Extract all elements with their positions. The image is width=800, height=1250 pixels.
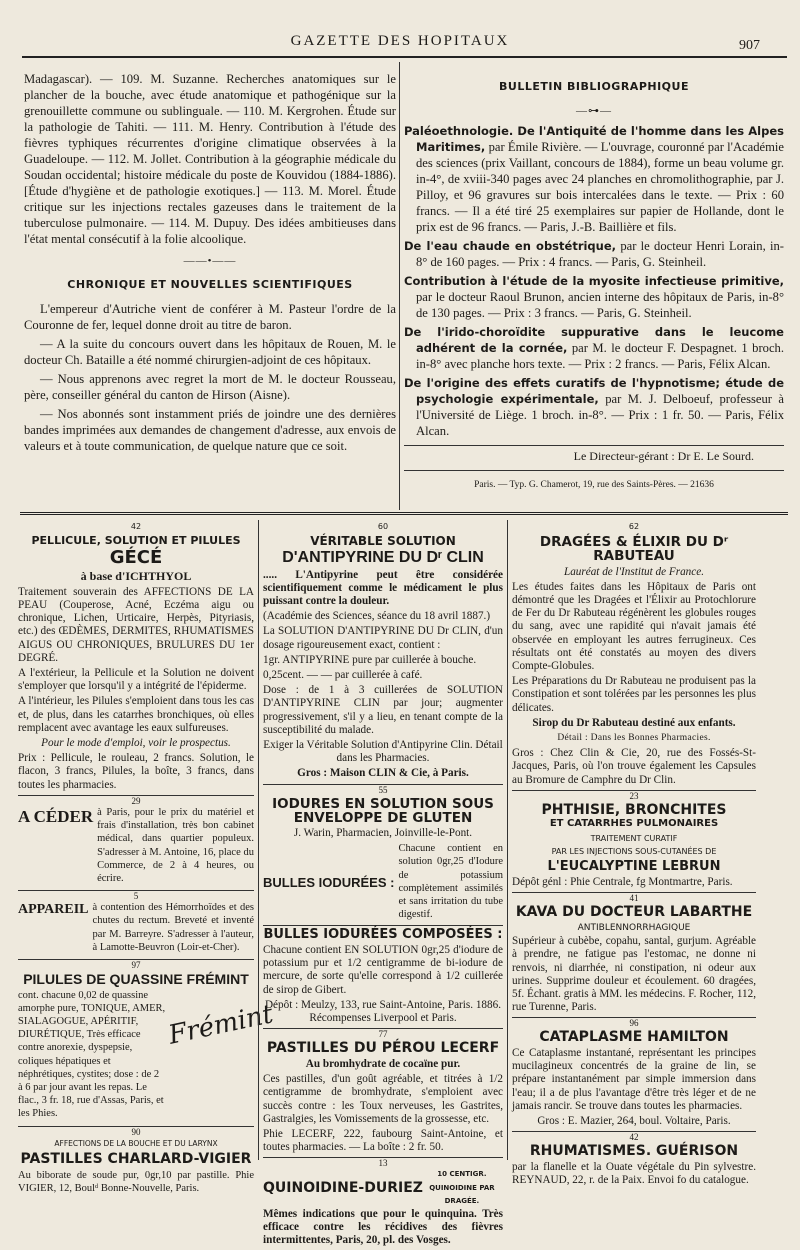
ad-number: 5 — [18, 890, 254, 901]
iodures-heading: IODURES EN SOLUTION SOUS ENVELOPPE DE GLUTEN — [272, 795, 494, 826]
appareil-text: à contention des Hémorrhoïdes et des chutes du rectum. Breveté et inventé par M. Barreyre. S'adresser à l'auteur, à Lamotte-Beuvron (Loir-et-Cher). — [92, 902, 254, 953]
news-paragraph: L'empereur d'Autriche vient de conférer à M. Pasteur l'ordre de la Couronne de fer, lequel donne droit au titre de baron. — [24, 302, 396, 332]
charlard-text: Au biborate de soude pur, 0gr,10 par pastille. Phie VIGIER, 12, Boulᵈ Bonne-Nouvelle, Paris. — [18, 1169, 254, 1194]
clin-text: Dose : de 1 à 3 cuillerées de SOLUTION D'ANTIPYRINE CLIN par jour; augmenter progressivement, s'il y a lieu, en tenant compte de la susceptibilité du malade. — [263, 684, 503, 736]
bib-entry — [404, 273, 784, 321]
ads-divider — [258, 520, 259, 1160]
bulles-text: Chacune contient en solution 0gr,25 d'Iodure de potassium complètement assimilés et sans irritation du tube digestif. — [398, 843, 503, 921]
bulletin-heading: BULLETIN BIBLIOGRAPHIQUE — [499, 80, 689, 93]
clin-heading: VÉRITABLE SOLUTION — [310, 534, 456, 549]
gece-name: GÉCÉ — [109, 546, 163, 568]
ceder-ad — [18, 806, 254, 887]
ceder-heading: A CÉDER — [18, 806, 94, 826]
lecerf-address: Phie LECERF, 222, faubourg Saint-Antoine, et toutes pharmacies. — La boîte : 2 fr. 50. — [263, 1127, 503, 1154]
kava-heading: KAVA DU DOCTEUR LABARTHE — [515, 904, 753, 921]
eucalyptine-heading: L'EUCALYPTINE LEBRUN — [547, 859, 721, 875]
newspaper-title: GAZETTE DES HOPITAUX — [290, 33, 510, 49]
cataplasme-wholesale: Gros : E. Mazier, 264, boul. Voltaire, Paris. — [537, 1115, 731, 1128]
news-paragraph: — Nous apprenons avec regret la mort de M. le docteur Rousseau, père, conseiller général du canton de Hirson (Aisne). — [24, 372, 396, 402]
clin-title: D'ANTIPYRINE DU Dʳ CLIN — [282, 548, 484, 566]
rhumatismes-text: par la flanelle et la Ouate végétale du Pin sylvestre. REYNAUD, 22, r. de la Paix. Envoi fo du catalogue. — [512, 1160, 756, 1187]
news-paragraph: — Nos abonnés sont instamment priés de joindre une des dernières bandes imprimées aux demandes de changement d'adresse, aux envois de valeurs et à toute communication, de quelque nature que ce soit. — [24, 407, 396, 453]
printer-line: Paris. — Typ. G. Chamerot, 19, rue des Saints-Pères. — 21636 — [474, 480, 714, 490]
fremint-signature — [165, 989, 276, 1123]
gece-price: Prix : Pellicule, le rouleau, 2 francs. Solution, le flacon, 3 francs, Pilules, la boîte, 3 francs, dans toutes les pharmacies. — [18, 752, 254, 791]
bib-entry — [404, 238, 784, 270]
bib-body: par le docteur Henri Lorain, in-8° de 160 pages. — Prix : 4 francs. — Paris, G. Steinheil. — [416, 239, 785, 269]
rabuteau-wholesale: Gros : Chez Clin & Cie, 20, rue des Fossés-St-Jacques, Paris, où l'on trouve également les Capsules au Bromure de Camphre du Dr Clin. — [512, 747, 756, 786]
gece-text: Pour le mode d'emploi, voir le prospectus. — [41, 737, 231, 750]
charlard-subheading: AFFECTIONS DE LA BOUCHE ET DU LARYNX — [54, 1138, 218, 1148]
bib-title: Contribution à l'étude de la myosite infectieuse primitive, — [404, 274, 784, 288]
ads-column-3 — [512, 520, 756, 1189]
ad-number: 62 — [628, 522, 640, 531]
signature-image: Frémint — [165, 998, 276, 1051]
ads-divider — [507, 520, 508, 1160]
ceder-text: à Paris, pour le prix du matériel et frais d'installation, très bon cabinet médical, dans quartier populeux. S'adresser à M. Antoine, 16, place du Commerce, de 2 à 4 heures, ou écrire. — [97, 806, 254, 884]
ad-number: 42 — [512, 1131, 756, 1142]
page-number: 907 — [739, 38, 760, 53]
ad-number: 29 — [18, 795, 254, 806]
signature-rule — [404, 445, 784, 446]
ad-number: 97 — [18, 959, 254, 970]
bib-entry — [404, 324, 784, 372]
ad-number: 96 — [512, 1017, 756, 1028]
left-column — [24, 71, 396, 457]
bulles-heading: BULLES IODURÉES : — [263, 874, 395, 890]
ad-number: 60 — [377, 522, 389, 531]
clin-wholesale: Gros : Maison CLIN & Cie, à Paris. — [297, 767, 469, 780]
bulles-composees-text: Chacune contient EN SOLUTION 0gr,25 d'iodure de potassium pur et 1/2 centigramme de bi-iodure de mercure, de sorte qu'elle correspond à 1/2 cuillerée de sirop de Gibert. — [263, 944, 503, 996]
ad-number: 55 — [263, 784, 503, 795]
signature-rule — [404, 470, 784, 471]
rabuteau-subheading: Lauréat de l'Institut de France. — [563, 565, 705, 578]
bib-body: par Émile Rivière. — L'ouvrage, couronné par l'Académie des sciences (prix Vaillant, concours de 1884), forme un beau volume gr. in-4°, de xviii-340 pages avec 24 planches en chromolithographie, par J. Pilloy, et 96 gravures sur bois intercalées dans le texte. — Prix : 60 francs. — Il a été tiré 25 exemplaires sur papier de Hollande, dont le prix est de 96 francs. — Paris, J.-B. Baillière et fils. — [416, 140, 784, 234]
bib-entry — [404, 375, 784, 439]
header-rule — [22, 56, 787, 58]
ad-number: 41 — [512, 892, 756, 903]
bulles-composees-heading: BULLES IODURÉES COMPOSÉES : — [263, 927, 503, 943]
rabuteau-text: Les Préparations du Dr Rabuteau ne produisent pas la Constipation et sont tolérées par les personnes les plus délicates. — [512, 675, 756, 714]
phthisie-line: PAR LES INJECTIONS SOUS-CUTANÉES DE — [551, 847, 717, 857]
quinoidine-dose: 10 CENTIGR. QUINOIDINE PAR DRAGÉE. — [429, 1170, 495, 1205]
gece-text: A l'intérieur, les Pilules s'emploient dans tous les cas et, de plus, dans les catarrhes bronchiques, où elles remplacent avec avantage les eaux sulfureuses. — [18, 695, 254, 734]
gece-base: à base d'ICHTHYOL — [80, 568, 192, 583]
quinoidine-text: Mêmes indications que pour le quinquina. Très efficace contre les récidives des fièvres intermittentes, Paris, 20, pl. des Vosges. — [263, 1207, 503, 1247]
bib-entry — [404, 123, 784, 235]
thesis-list: Madagascar). — 109. M. Suzanne. Recherches anatomiques sur le plancher de la bouche, avec étude anatomique et pathogénique sur la grenouillette commune ou sublinguale. — 110. M. Kergrohen. Étude sur la pathologie de Tahiti. — 111. M. Henry. Contribution à l'étude des fièvres typhiques récurrentes d'origine climatique observées à la Guadeloupe. — 112. M. Jollet. Contribution à la géographie médicale du Soudan occidental; histoire médicale du poste de Kouvidou (1884-1886). [Étude d'hygiène et de pathologie exotiques.] — 113. M. Morel. Étude critique sur les injections rectales gazeuses dans le traitement de la tuberculose pulmonaire. — 114. M. Dupuy. Des idées ambitieuses dans l'état mental consécutif à la folie alcoolique. — [24, 72, 396, 246]
clin-text: 1gr. ANTIPYRINE pure par cuillerée à bouche. — [263, 653, 477, 666]
clin-text: Exiger la Véritable Solution d'Antipyrine Clin. Détail dans les Pharmacies. — [263, 739, 503, 765]
ornament-divider: ——•—— — [183, 255, 237, 267]
bib-title: Paléoethnologie. De l'Antiquité de l'homme dans les Alpes Maritimes, — [404, 124, 784, 154]
gece-heading: PELLICULE, SOLUTION ET PILULES — [31, 534, 241, 548]
bib-title: De l'origine des effets curatifs de l'hypnotisme; étude de psychologie expérimentale, — [404, 376, 784, 406]
clin-text: 0,25cent. — — par cuillerée à café. — [263, 669, 423, 682]
ad-number: 13 — [263, 1157, 503, 1168]
rabuteau-detail: Détail : Dans les Bonnes Pharmacies. — [557, 732, 711, 743]
bulles-depot: Dépôt : Meulzy, 133, rue Saint-Antoine, Paris. 1886. Récompenses Liverpool et Paris. — [264, 998, 502, 1025]
column-divider — [399, 62, 400, 510]
right-column — [404, 71, 784, 493]
quinoidine-ad — [263, 1168, 503, 1208]
fremint-ad — [18, 989, 276, 1123]
gece-text: A l'extérieur, la Pellicule et la Solution ne doivent s'employer que lorsqu'il y a intégrité de l'épiderme. — [18, 667, 254, 693]
director-signature: Le Directeur-gérant : Dr E. Le Sourd. — [573, 449, 754, 463]
fremint-heading: PILULES DE QUASSINE FRÉMINT — [23, 970, 249, 987]
gece-text: Traitement souverain des AFFECTIONS DE LA PEAU (Couperose, Acné, Eczéma aigu ou chronique, Lichen, Urticaire, Herpès, Pityriasis, etc.) des ŒDÈMES, DERMITES, RHUMATISMES AIGUS OU CHRONIQUES, BRULURES DU 1er DEGRÉ. — [18, 585, 254, 664]
appareil-heading: APPAREIL — [18, 902, 89, 918]
fremint-text: cont. chacune 0,02 de quassine amorphe pure, TONIQUE, AMER, SIALAGOGUE, APÉRITIF, DIURÉTIQUE, Très efficace contre anorexie, dyspepsie, coliques hépatiques et néphrétiques, cystites; dose : de 2 à 6 par jour avant les repas. Le flac., 3 fr. 18, rue d'Assas, Paris, et les Phies. — [18, 989, 166, 1120]
kava-subheading: ANTIBLENNORRHAGIQUE — [577, 922, 691, 933]
bulles-ad — [263, 842, 503, 923]
ad-number: 90 — [18, 1126, 254, 1137]
bib-body: par le docteur Raoul Brunon, ancien interne des hôpitaux de Paris, in-8° de 130 pages. — Prix : 3 francs. — Paris, G. Steinheil. — [416, 290, 784, 320]
lecerf-text: Ces pastilles, d'un goût agréable, et titrées à 1/2 centigramme de bromhydrate, s'emploient avec succès contre : les Toux nerveuses, les Gastrites, Gastralgies, les Vomissements de la grossesse, etc. — [263, 1073, 503, 1125]
phthisie-depot: Dépôt génl : Phie Centrale, fg Montmartre, Paris. — [512, 876, 733, 889]
ad-number: 77 — [263, 1028, 503, 1039]
appareil-ad — [18, 901, 254, 956]
clin-text: La SOLUTION D'ANTIPYRINE DU Dr CLIN, d'un dosage rigoureusement exact, contient : — [263, 625, 503, 651]
rabuteau-text: Les études faites dans les Hôpitaux de Paris ont démontré que les Dragées et l'Élixir au Protochlorure de Fer du Dr Rabuteau régénèrent les globules rouges du sang, avec une rapidité qui n'avait jamais été observée en employant les autres ferrugineux. Ces résultats ont été constatés au moyen des divers Compte-Globules. — [512, 580, 756, 672]
phthisie-heading: PHTHISIE, BRONCHITES — [541, 801, 727, 818]
phthisie-line: TRAITEMENT CURATIF — [590, 833, 678, 843]
rabuteau-sirop: Sirop du Dr Rabuteau destiné aux enfants. — [532, 716, 736, 729]
lecerf-subheading: Au bromhydrate de cocaïne pur. — [305, 1057, 461, 1070]
charlard-heading: PASTILLES CHARLARD-VIGIER — [20, 1150, 252, 1167]
kava-text: Supérieur à cubèbe, copahu, santal, gurjum. Agréable à prendre, ne fatigue pas l'estomac, ne donne ni renvois, ni diarrhée, ni constipation, ni odeur aux urines. Supprime douleur et écoulement. 60 dragées, 5f. Échant. gratis à MM. les médecins. F. Rocher, 112, rue Turenne, Paris. — [512, 935, 756, 1014]
quinoidine-heading: QUINOIDINE-DURIEZ — [263, 1179, 423, 1196]
phthisie-subheading: ET CATARRHES PULMONAIRES — [549, 818, 719, 830]
chronique-heading: CHRONIQUE ET NOUVELLES SCIENTIFIQUES — [67, 278, 353, 291]
ads-column-1 — [18, 520, 276, 1197]
rhumatismes-heading: RHUMATISMES. GUÉRISON — [529, 1143, 739, 1160]
news-paragraph: — A la suite du concours ouvert dans les hôpitaux de Rouen, M. le docteur Ch. Bataille a été nommé chirurgien-adjoint de ces hôpitaux. — [24, 337, 396, 367]
advertisements-rule — [20, 512, 788, 515]
cataplasme-heading: CATAPLASME HAMILTON — [539, 1029, 729, 1046]
bib-title: De l'eau chaude en obstétrique, — [404, 239, 617, 253]
rabuteau-heading: DRAGÉES & ÉLIXIR DU Dʳ RABUTEAU — [539, 534, 729, 565]
ad-number: 23 — [512, 790, 756, 801]
ornament-divider: —⊶— — [576, 105, 612, 117]
ads-column-2 — [263, 520, 503, 1250]
cataplasme-text: Ce Cataplasme instantané, représentant les principes mucilagineux concentrés de la graine de lin, se prépare instantanément par simple immersion dans l'eau; il a de plus l'avantage d'être très léger et de ne jamais rancir. Se trouve dans toutes les pharmacies. — [512, 1047, 756, 1112]
lecerf-heading: PASTILLES DU PÉROU LECERF — [266, 1040, 500, 1057]
iodures-pharmacist: J. Warin, Pharmacien, Joinville-le-Pont. — [293, 826, 473, 839]
bib-title: De l'irido-choroïdite suppurative dans le leucome adhérent de la cornée, — [404, 325, 784, 355]
bib-body: par M. J. Delboeuf, professeur à l'Université de Liège. 1 broch. in-8°. — Prix : 1 fr. 50. — Paris, Félix Alcan. — [416, 392, 784, 438]
clin-text: (Académie des Sciences, séance du 18 avril 1887.) — [263, 610, 491, 623]
clin-text: ..... L'Antipyrine peut être considérée scientifiquement comme le médicament le plus puissant contre la douleur. — [263, 568, 503, 607]
bib-body: par M. le docteur F. Despagnet. 1 broch. in-8° avec planche hors texte. — Prix : 2 francs. — Paris, Félix Alcan. — [416, 341, 784, 371]
ad-number: 42 — [130, 522, 142, 531]
